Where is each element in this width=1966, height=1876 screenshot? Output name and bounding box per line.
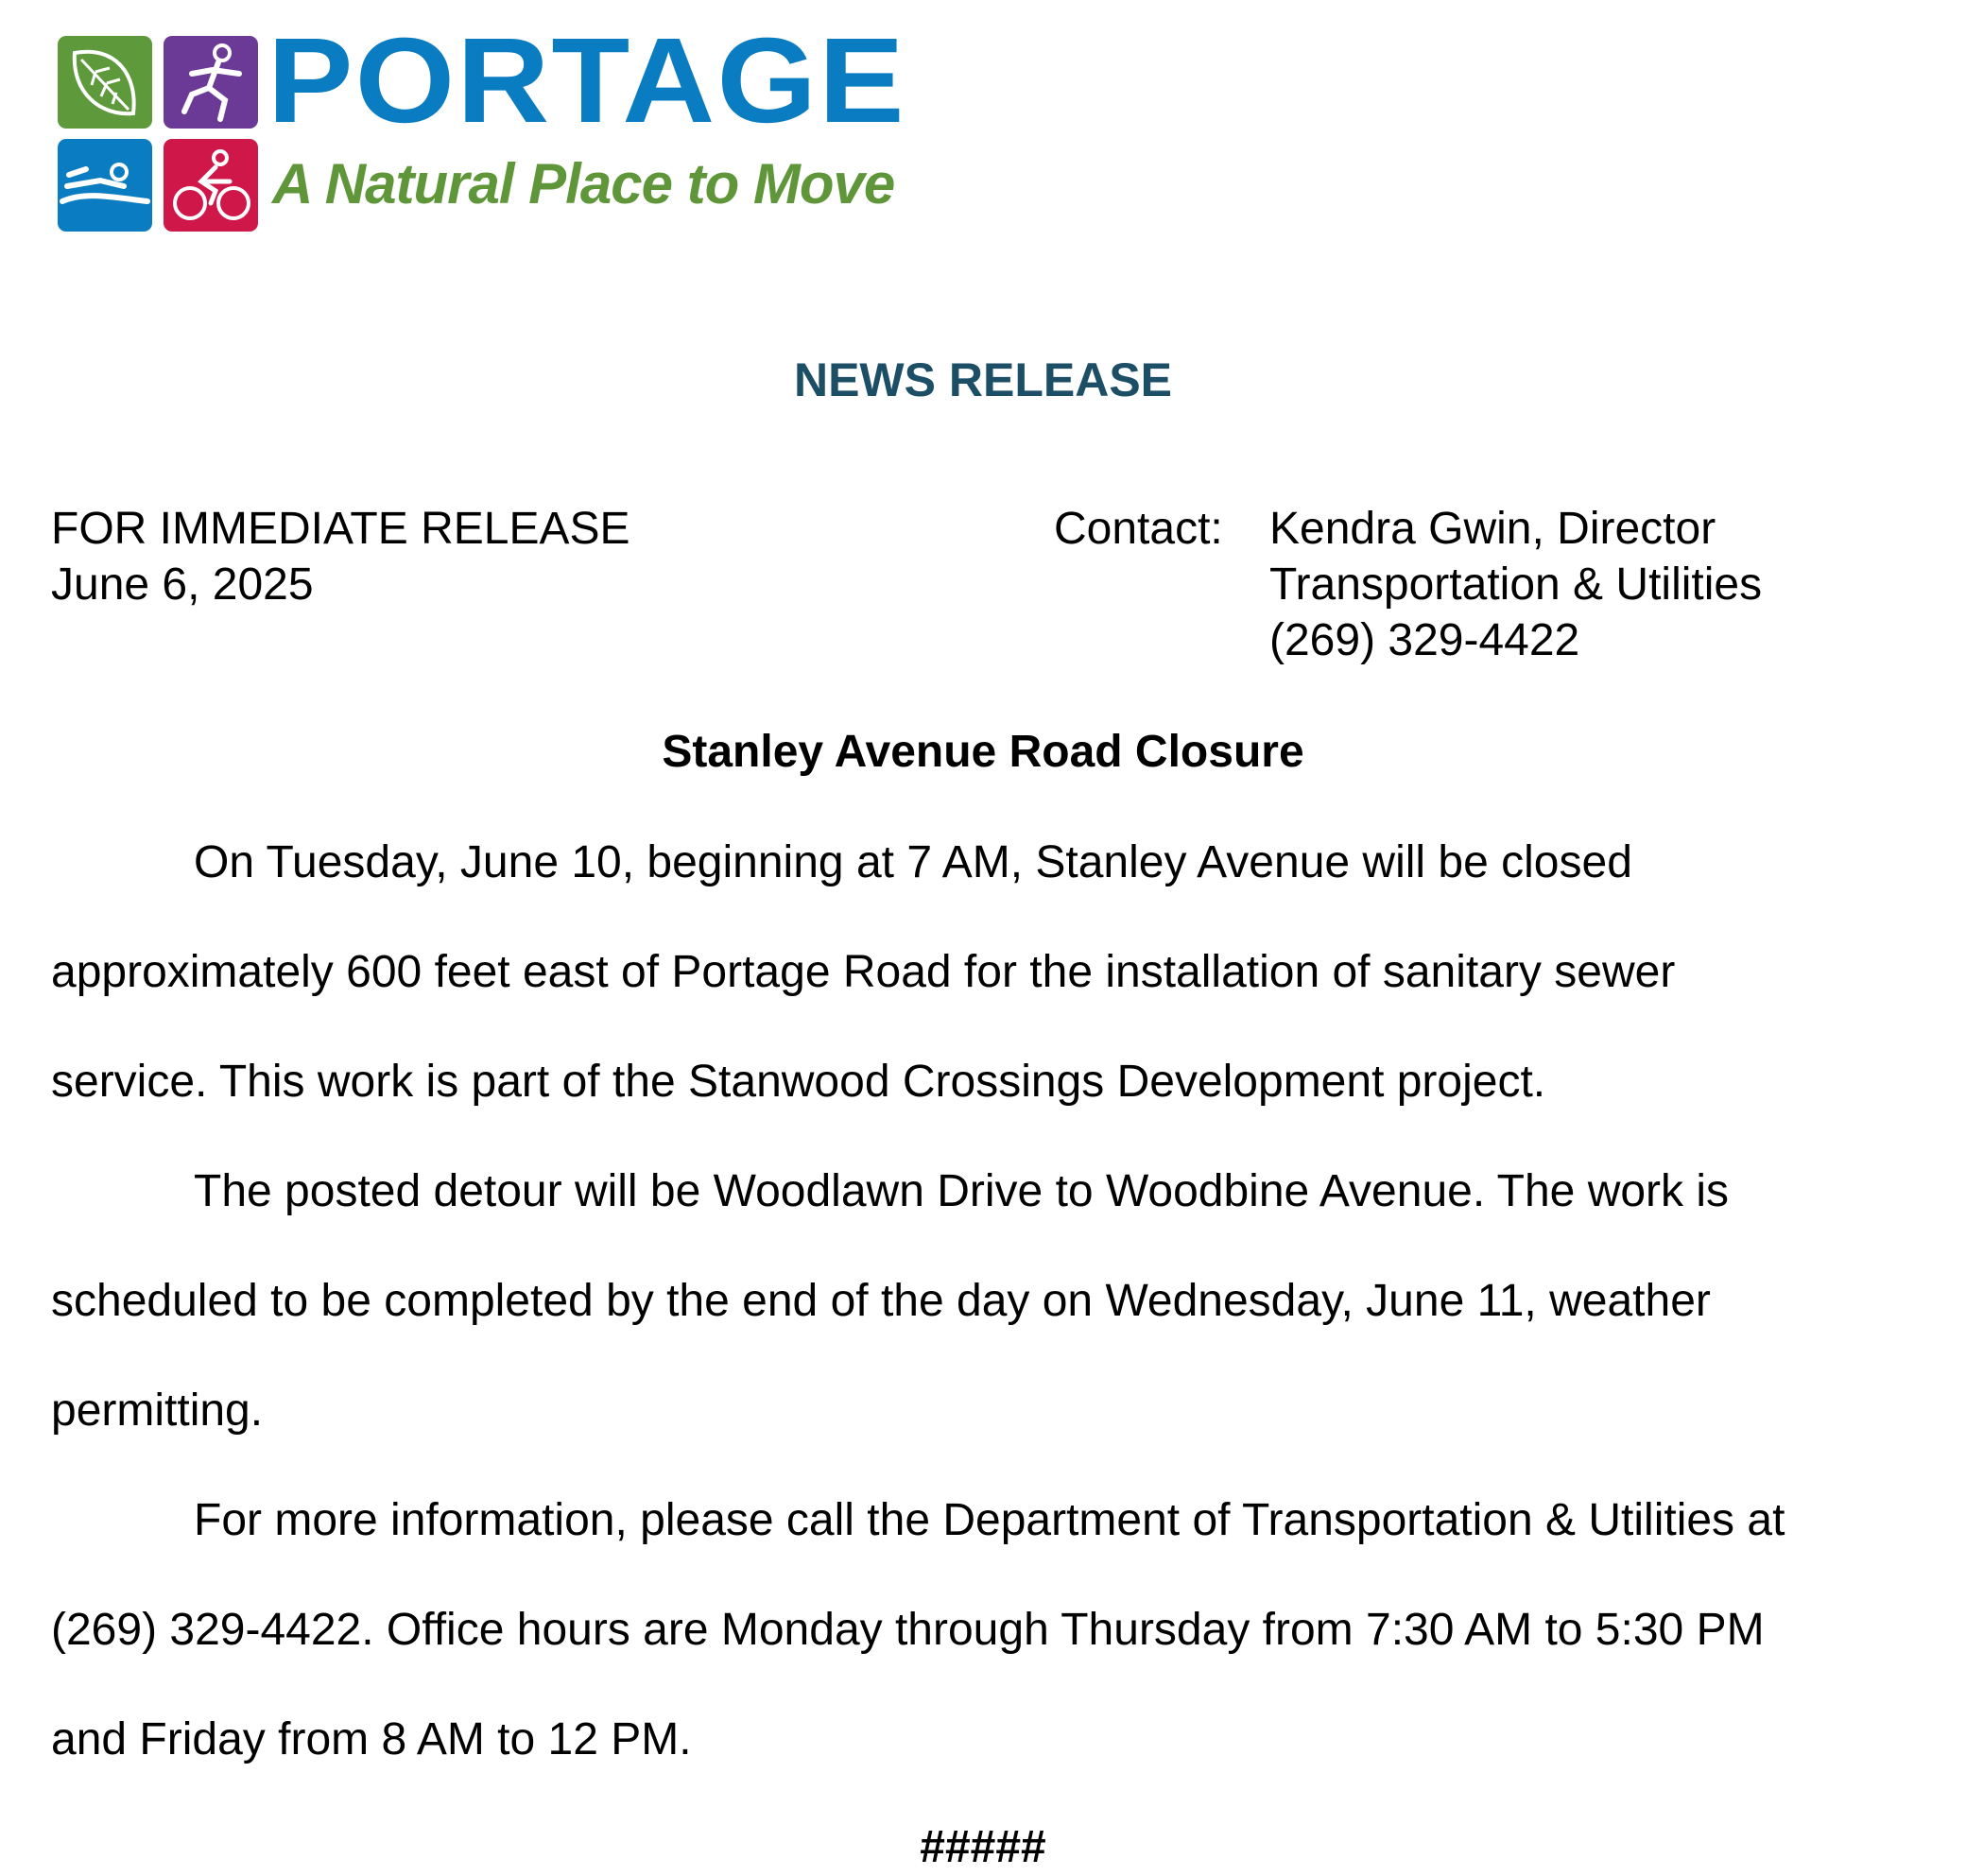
release-date: June 6, 2025 [51,559,314,610]
article-body [51,832,1941,1818]
paragraph [51,1489,1941,1818]
paragraph-line: On Tuesday, June 10, beginning at 7 AM, Stanley Avenue will be closed [194,837,1632,887]
release-label: FOR IMMEDIATE RELEASE [51,504,630,554]
contact-label: Contact: [1054,504,1223,554]
paragraph [51,832,1941,1161]
paragraph [51,1161,1941,1489]
logo-tagline: A Natural Place to Move [272,152,895,215]
end-mark: ##### [920,1822,1046,1872]
paragraph-line: For more information, please call the Department of Transportation & Utilities at [194,1495,1785,1545]
page-title: NEWS RELEASE [793,353,1173,406]
contact-phone: (269) 329-4422 [1269,615,1580,665]
cyclist-icon [164,139,258,232]
paragraph-line: The posted detour will be Woodlawn Drive to Woodbine Avenue. The work is [194,1166,1730,1216]
contact-name: Kendra Gwin, Director [1269,504,1716,554]
contact-department: Transportation & Utilities [1269,559,1763,610]
paragraph-line: approximately 600 feet east of Portage Road for the installation of sanitary sewer [51,947,1676,997]
swimmer-icon [58,139,152,232]
runner-icon [164,36,258,129]
paragraph-line: permitting. [51,1385,264,1436]
paragraph-line: and Friday from 8 AM to 12 PM. [51,1714,692,1764]
paragraph-line: scheduled to be completed by the end of the day on Wednesday, June 11, weather [51,1276,1711,1326]
leaf-icon [58,36,152,129]
paragraph-line: (269) 329-4422. Office hours are Monday through Thursday from 7:30 AM to 5:30 PM [51,1605,1765,1655]
contact-info [1269,501,1762,668]
paragraph-line: service. This work is part of the Stanwood Crossings Development project. [51,1057,1546,1107]
release-info [51,501,630,612]
headline: Stanley Avenue Road Closure [662,727,1304,777]
logo-wordmark: PORTAGE [267,13,906,148]
